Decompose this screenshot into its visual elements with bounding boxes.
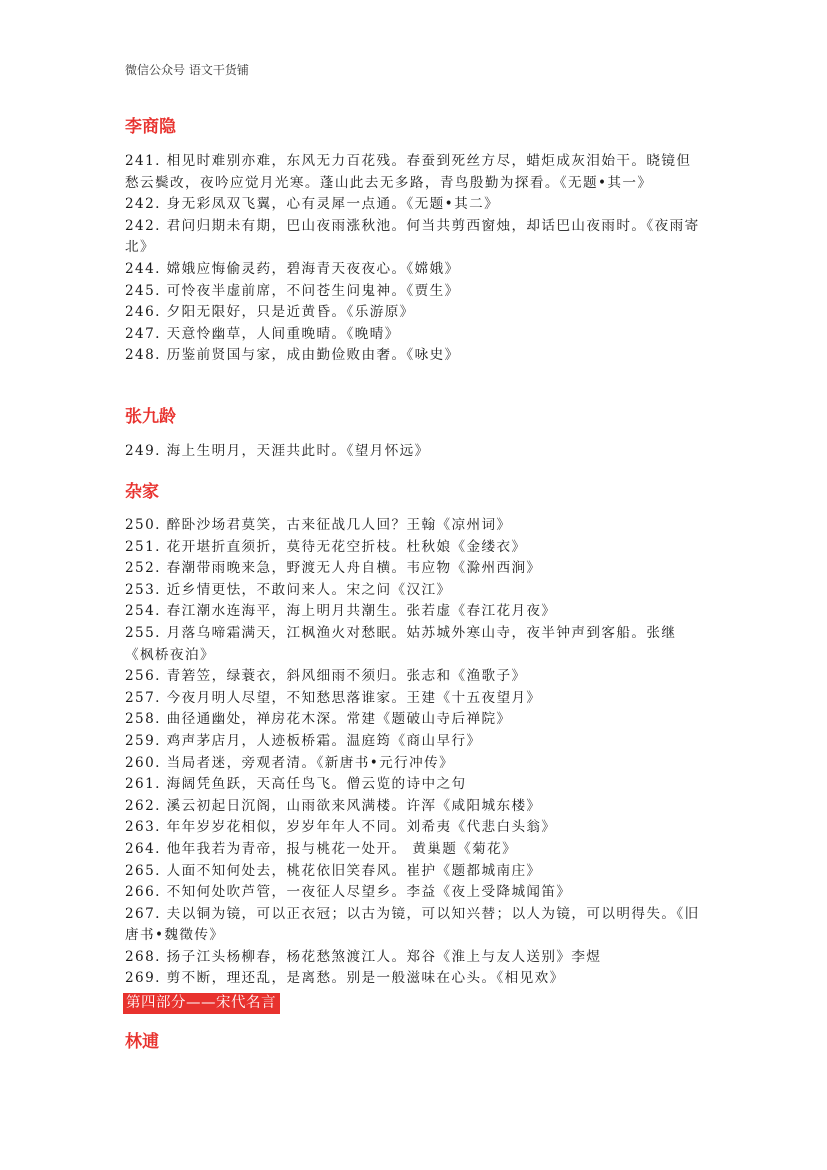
quote-entry: 248. 历鉴前贤国与家，成由勤俭败由奢。《咏史》 (125, 347, 460, 364)
quote-entry: 261. 海阔凭鱼跃，天高任鸟飞。僧云览的诗中之句 (125, 776, 467, 793)
quote-entry: 255. 月落乌啼霜满天，江枫渔火对愁眠。姑苏城外寒山寺，夜半钟声到客船。张继《枫桥夜泊》 (125, 624, 677, 663)
quote-entry: 265. 人面不知何处去，桃花依旧笑春风。崔护《题都城南庄》 (125, 862, 542, 879)
quote-entry: 267. 夫以铜为镜，可以正衣冠；以古为镜，可以知兴替；以人为镜，可以明得失。《旧唐书•魏徵传》 (125, 905, 700, 944)
quote-entry: 246. 夕阳无限好，只是近黄昏。《乐游原》 (125, 304, 415, 321)
quote-entry: 256. 青箬笠，绿蓑衣，斜风细雨不须归。张志和《渔歌子》 (125, 668, 527, 685)
quote-entry: 251. 花开堪折直须折，莫待无花空折枝。杜秋娘《金缕衣》 (125, 538, 527, 555)
quote-entry: 262. 溪云初起日沉阁，山雨欲来风满楼。许浑《咸阳城东楼》 (125, 797, 542, 814)
quote-entry: 249. 海上生明月，天涯共此时。《望月怀远》 (125, 443, 430, 459)
quote-entry: 268. 扬子江头杨柳春，杨花愁煞渡江人。郑谷《淮上与友人送别》李煜 (125, 948, 602, 965)
quote-entry: 263. 年年岁岁花相似，岁岁年年人不同。刘希夷《代悲白头翁》 (125, 819, 557, 836)
section-title-lin-bu: 林逋 (125, 1032, 159, 1052)
part-four-banner: 第四部分——宋代名言 (123, 993, 280, 1014)
section-title-li-shangyin: 李商隐 (125, 117, 176, 137)
entry-list-zajia (125, 515, 705, 990)
quote-entry: 260. 当局者迷，旁观者清。《新唐书•元行冲传》 (125, 754, 455, 771)
quote-entry: 245. 可怜夜半虚前席，不问苍生问鬼神。《贾生》 (125, 282, 460, 299)
quote-entry: 264. 他年我若为青帝，报与桃花一处开。 黄巢题《菊花》 (125, 840, 518, 857)
quote-entry: 259. 鸡声茅店月，人迹板桥霜。温庭筠《商山早行》 (125, 732, 482, 749)
quote-entry: 242. 身无彩凤双飞翼，心有灵犀一点通。《无题•其二》 (125, 196, 500, 213)
entry-list-zhang-jiuling (125, 441, 705, 463)
quote-entry: 258. 曲径通幽处，禅房花木深。常建《题破山寺后禅院》 (125, 711, 512, 728)
quote-entry: 254. 春江潮水连海平，海上明月共潮生。张若虚《春江花月夜》 (125, 603, 557, 620)
quote-entry: 266. 不知何处吹芦管，一夜征人尽望乡。李益《夜上受降城闻笛》 (125, 884, 572, 901)
page-header: 微信公众号 语文干货铺 (125, 63, 249, 77)
section-title-zajia: 杂家 (125, 482, 159, 502)
quote-entry: 242. 君问归期未有期，巴山夜雨涨秋池。何当共剪西窗烛，却话巴山夜雨时。《夜雨寄北》 (125, 217, 700, 256)
quote-entry: 247. 天意怜幽草，人间重晚晴。《晚晴》 (125, 325, 400, 342)
section-title-zhang-jiuling: 张九龄 (125, 407, 176, 427)
entry-list-li-shangyin (125, 151, 705, 367)
quote-entry: 244. 嫦娥应悔偷灵药，碧海青天夜夜心。《嫦娥》 (125, 260, 460, 277)
quote-entry: 253. 近乡情更怯，不敢问来人。宋之问《汉江》 (125, 581, 452, 598)
quote-entry: 252. 春潮带雨晚来急，野渡无人舟自横。韦应物《滁州西涧》 (125, 560, 542, 577)
quote-entry: 250. 醉卧沙场君莫笑，古来征战几人回？王翰《凉州词》 (125, 517, 512, 533)
quote-entry: 241. 相见时难别亦难，东风无力百花残。春蚕到死丝方尽，蜡炬成灰泪始干。晓镜但愁云鬓改，夜吟应觉月光寒。蓬山此去无多路，青鸟殷勤为探看。《无题•其一》 (125, 153, 692, 191)
quote-entry: 257. 今夜月明人尽望，不知愁思落谁家。王建《十五夜望月》 (125, 689, 542, 706)
quote-entry: 269. 剪不断，理还乱，是离愁。别是一般滋味在心头。《相见欢》 (125, 970, 565, 987)
